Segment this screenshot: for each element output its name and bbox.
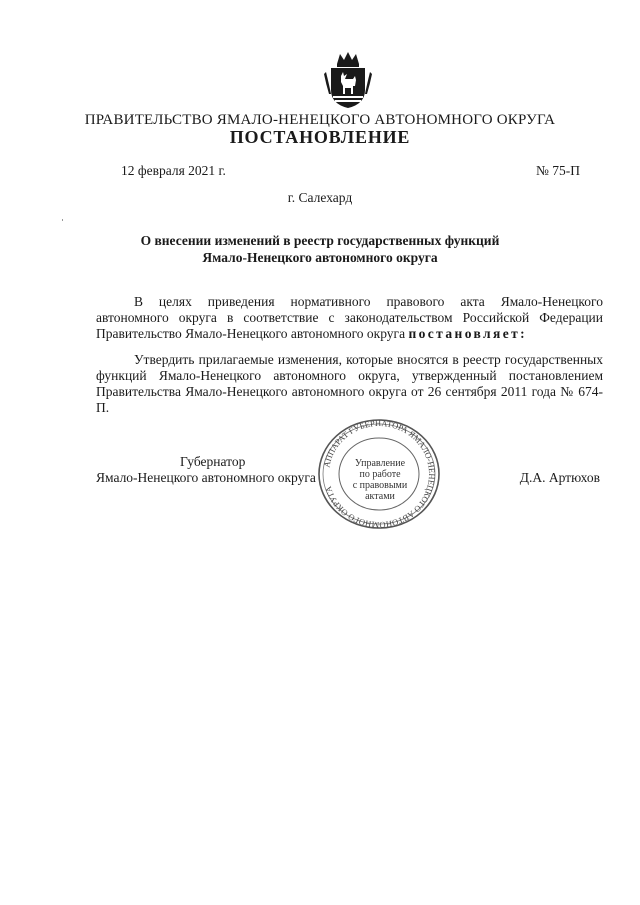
document-number: № 75-П (535, 163, 580, 178)
document-subject (120, 232, 520, 266)
body-paragraph-2: Утвердить прилагаемые изменения, которые вносятся в реестр государственных функций Ямало-Ненецкого автономного округа, утвержденный постановлением Правительства Ямало-Ненецкого автономного округа от 26 сентября 2011 года № 674-П. (96, 352, 603, 415)
paragraph-1-text: В целях приведения нормативного правового акта Ямало-Ненецкого автономного округа в соответствие с законодательством Российской Федерации Правительство Ямало-Ненецкого автономного округа (96, 294, 603, 341)
stamp-center-line-2: по работе (359, 469, 401, 480)
stamp-center-text (340, 458, 420, 502)
document-type: ПОСТАНОВЛЕНИЕ (229, 127, 411, 147)
coat-of-arms-icon (323, 50, 373, 110)
stamp-center-line-1: Управление (354, 458, 406, 469)
stamp-ring-text: АППАРАТ ГУБЕРНАТОРА ЯМАЛО-НЕНЕЦКОГО АВТОНОМНОГО ОКРУГА (321, 418, 438, 530)
signatory-title-line-1: Губернатор (180, 454, 246, 469)
signatory-name: Д.А. Артюхов (519, 470, 600, 485)
government-title: ПРАВИТЕЛЬСТВО ЯМАЛО-НЕНЕЦКОГО АВТОНОМНОГО ОКРУГА (84, 112, 556, 128)
signatory-title (96, 454, 316, 486)
resolution-keyword: постановляет: (408, 326, 528, 341)
stamp-center-line-4: актами (365, 491, 395, 502)
stamp-center-line-3: с правовыми (352, 480, 408, 491)
subject-line-2: Ямало-Ненецкого автономного округа (202, 250, 438, 265)
signatory-title-line-2: Ямало-Ненецкого автономного округа (96, 470, 316, 485)
document-date: 12 февраля 2021 г. (121, 163, 226, 178)
document-city: г. Салехард (287, 190, 353, 205)
subject-line-1: О внесении изменений в реестр государственных функций (140, 233, 500, 248)
body-paragraph-1 (96, 294, 603, 342)
scan-margin-mark (62, 219, 63, 221)
